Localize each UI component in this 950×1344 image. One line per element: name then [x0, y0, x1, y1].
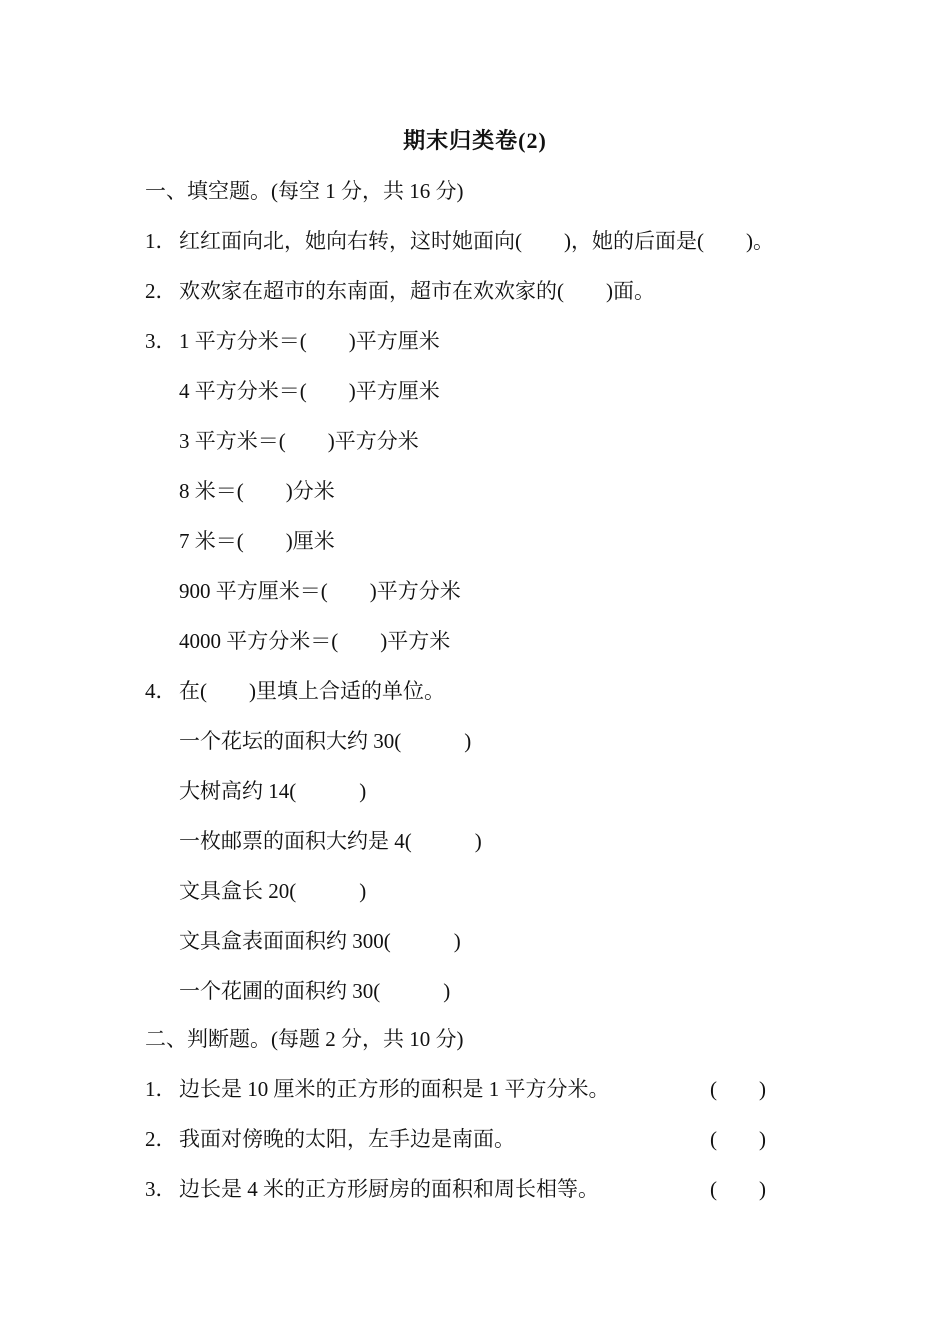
- question-number: 4．: [145, 679, 177, 703]
- judge-question-2: [145, 1125, 515, 1153]
- question-number: 3．: [145, 1177, 177, 1201]
- question-number: 3．: [145, 329, 177, 353]
- question-1: [145, 227, 774, 255]
- question-4: [145, 677, 445, 705]
- sub-question: 文具盒表面面积约 300( ): [179, 929, 461, 953]
- section1-heading: 一、填空题。(每空 1 分，共 16 分): [145, 179, 464, 203]
- judge-question-1: [145, 1075, 610, 1103]
- sub-question: 一个花坛的面积大约 30( ): [179, 729, 472, 753]
- answer-bracket: ( ): [710, 1077, 766, 1101]
- question-number: 2．: [145, 1127, 177, 1151]
- sub-question: 4 平方分米＝( )平方厘米: [179, 379, 440, 403]
- sub-question: 4000 平方分米＝( )平方米: [179, 629, 451, 653]
- answer-bracket: ( ): [710, 1127, 766, 1151]
- question-number: 1．: [145, 229, 177, 253]
- answer-bracket: ( ): [710, 1177, 766, 1201]
- sub-question: 7 米＝( )厘米: [179, 529, 335, 553]
- sub-question: 3 平方米＝( )平方分米: [179, 429, 419, 453]
- sub-question: 一枚邮票的面积大约是 4( ): [179, 829, 482, 853]
- page-title: 期末归类卷(2): [403, 128, 547, 153]
- question-text: 边长是 4 米的正方形厨房的面积和周长相等。: [179, 1177, 599, 1201]
- question-text: 1 平方分米＝( )平方厘米: [179, 329, 440, 353]
- sub-question: 8 米＝( )分米: [179, 479, 335, 503]
- question-number: 2．: [145, 279, 177, 303]
- question-text: 红红面向北，她向右转，这时她面向( )，她的后面是( )。: [179, 229, 774, 253]
- question-number: 1．: [145, 1077, 177, 1101]
- section2-heading: 二、判断题。(每题 2 分，共 10 分): [145, 1027, 464, 1051]
- question-3: [145, 327, 440, 355]
- question-text: 欢欢家在超市的东南面，超市在欢欢家的( )面。: [179, 279, 655, 303]
- judge-question-3: [145, 1175, 599, 1203]
- question-text: 我面对傍晚的太阳，左手边是南面。: [179, 1127, 515, 1151]
- sub-question: 一个花圃的面积约 30( ): [179, 979, 451, 1003]
- sub-question: 文具盒长 20( ): [179, 879, 367, 903]
- sub-question: 大树高约 14( ): [179, 779, 367, 803]
- question-text: 边长是 10 厘米的正方形的面积是 1 平方分米。: [179, 1077, 610, 1101]
- question-text: 在( )里填上合适的单位。: [179, 679, 445, 703]
- question-2: [145, 277, 655, 305]
- sub-question: 900 平方厘米＝( )平方分米: [179, 579, 461, 603]
